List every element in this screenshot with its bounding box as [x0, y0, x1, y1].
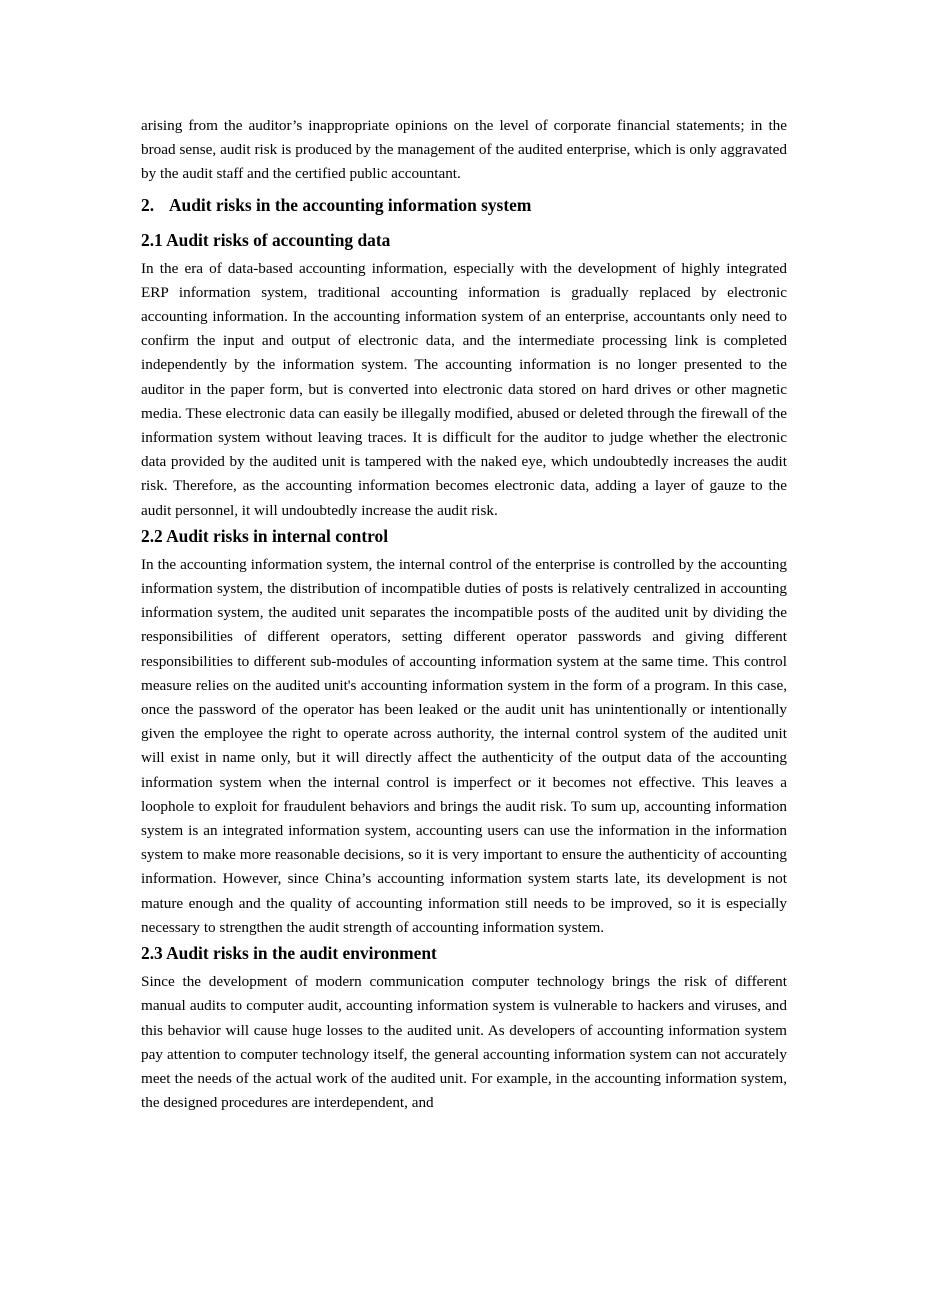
section-2-2-heading: 2.2 Audit risks in internal control: [141, 525, 389, 546]
section-2-1-body: In the era of data-based accounting information, especially with the development of highly integrated ERP information system, traditional accounting information is gradually replaced by electronic accounting information. In the accounting information system of an enterprise, accountants only need to confirm the input and output of electronic data, and the intermediate processing link is completed independently by the information system. The accounting information is no longer presented to the auditor in the paper form, but is converted into electronic data stored on hard drives or other magnetic media. These electronic data can easily be illegally modified, abused or deleted through the firewall of the information system without leaving traces. It is difficult for the auditor to judge whether the electronic data provided by the audited unit is tampered with the naked eye, which undoubtedly increases the audit risk. Therefore, as the accounting information becomes electronic data, adding a layer of gauze to the audit personnel, it will undoubtedly increase the audit risk.: [141, 259, 787, 519]
section-2-heading: [141, 193, 787, 217]
intro-paragraph: arising from the auditor’s inappropriate opinions on the level of corporate financial statements; in the broad sense, audit risk is produced by the management of the audited enterprise, which is only aggravated by the audit staff and the certified public accountant.: [141, 117, 787, 183]
section-2-3-body: Since the development of modern communication computer technology brings the risk of different manual audits to computer audit, accounting information system is vulnerable to hackers and viruses, and this behavior will cause huge losses to the audited unit. As developers of accounting information system pay attention to computer technology itself, the general accounting information system can not accurately meet the needs of the actual work of the audited unit. For example, in the accounting information system, the designed procedures are interdependent, and: [141, 973, 787, 1112]
section-2-number: 2.: [141, 194, 155, 215]
section-2-1-heading: 2.1 Audit risks of accounting data: [141, 229, 391, 250]
section-2-2-body: In the accounting information system, the internal control of the enterprise is controlled by the accounting information system, the distribution of incompatible duties of posts is relatively centralized in accounting information system, the audited unit separates the incompatible posts of the audited unit by dividing the responsibilities of different operators, setting different operator passwords and giving different responsibilities to different sub-modules of accounting information system at the same time. This control measure relies on the audited unit's accounting information system in the form of a program. In this case, once the password of the operator has been leaked or the audit unit has unintentionally or intentionally given the employee the right to operate across authority, the internal control system of the audited unit will exist in name only, but it will directly affect the authenticity of the output data of the accounting information system when the internal control is imperfect or it becomes not effective. This leaves a loophole to exploit for fraudulent behaviors and brings the audit risk. To sum up, accounting information system is an integrated information system, accounting users can use the information in the information system to make more reasonable decisions, so it is very important to ensure the authenticity of accounting information. However, since China’s accounting information system starts late, its development is not mature enough and the quality of accounting information still needs to be improved, so it is especially necessary to strengthen the audit strength of accounting information system.: [141, 555, 787, 936]
section-2-3-heading: 2.3 Audit risks in the audit environment: [141, 943, 437, 964]
section-2-title: Audit risks in the accounting information system: [169, 194, 532, 215]
document-page: [141, 114, 787, 1115]
